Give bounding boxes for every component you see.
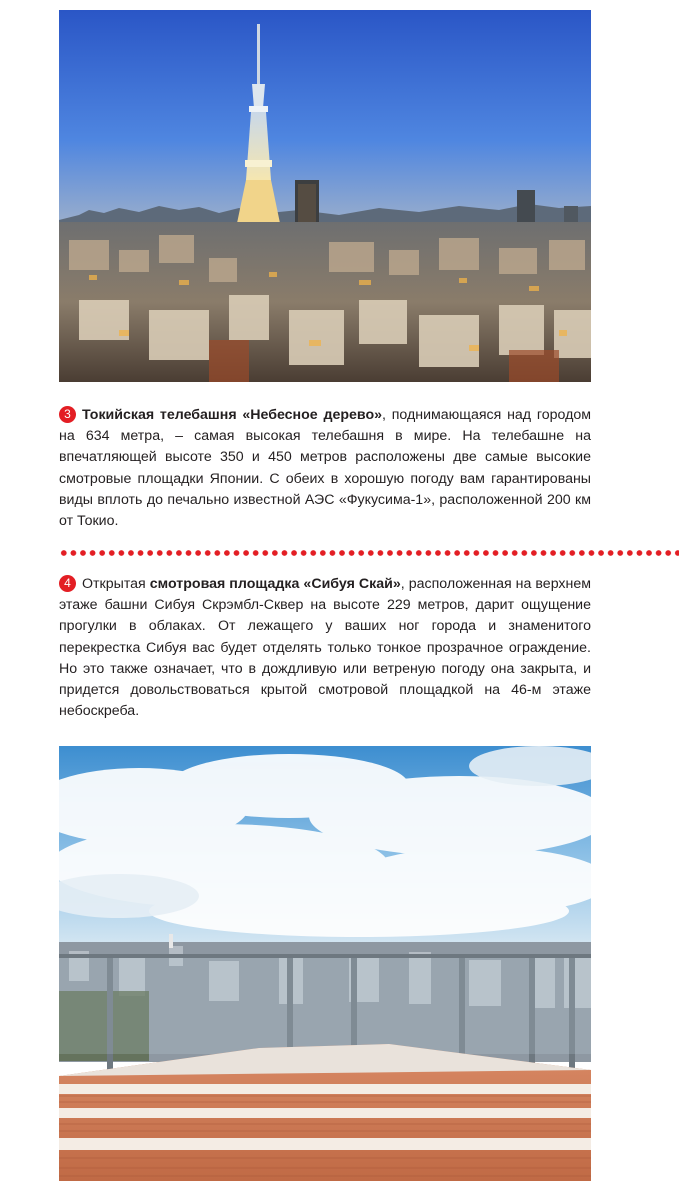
shibuya-body: , расположенная на верхнем этаже башни Сибуя Скрэмбл-Сквер на высоте 229 метров, дарит ощущение прогулки в облаках. От лежащего у ваших ног города и знаменитого перекрестка Сибуя вас будет отделять только тонкое прозрачное ограждение. Но это также означает, что в дождливую или ветреную погоду она закрыта, и придется довольствоваться крытой смотровой площадкой на 46-м этаже небоскреба. — [59, 576, 591, 720]
dotted-divider — [59, 549, 679, 557]
shibuya-sky-photo — [59, 746, 591, 1181]
skytree-body: , поднимающаяся над городом на 634 метра, – самая высокая телебашня в мире. На телебашне на впечатляющей высоте 350 и 450 метров расположены две самые высокие смотровые площадки Японии. С обеих в хорошую погоду вам гарантированы виды вплоть до печально известной АЭС «Фукусима-1», расположенной 200 км от Токио. — [59, 407, 591, 530]
shibuya-sky-caption — [59, 574, 591, 722]
skytree-photo — [59, 10, 591, 382]
skytree-caption — [59, 405, 591, 532]
number-badge: 4 — [59, 575, 76, 592]
skytree-title: Токийская телебашня «Небесное дерево» — [82, 407, 382, 423]
number-badge: 3 — [59, 406, 76, 423]
shibuya-title: смотровая площадка «Сибуя Скай» — [149, 576, 401, 592]
shibuya-intro: Открытая — [82, 576, 150, 592]
